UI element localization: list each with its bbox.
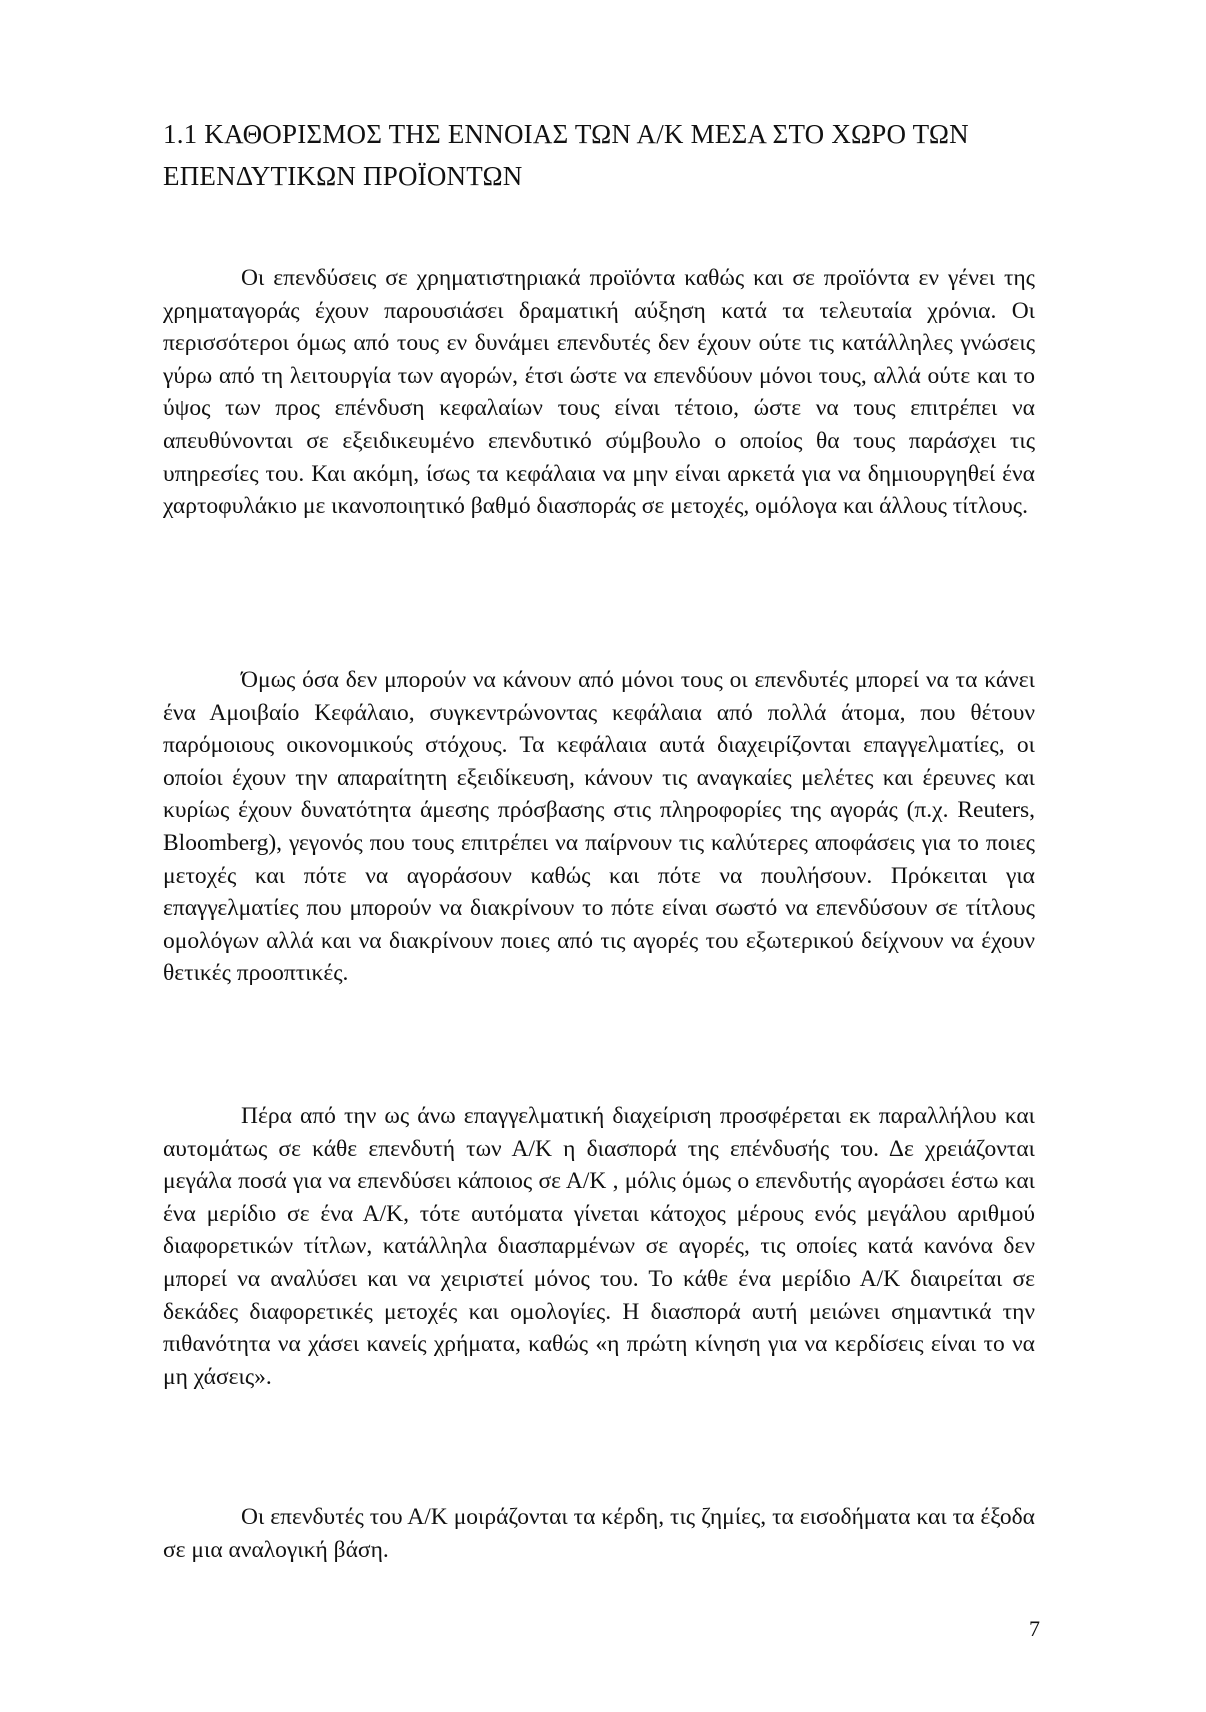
- paragraph-2: [163, 664, 1035, 990]
- paragraph-4: [163, 1501, 1035, 1566]
- section-heading: 1.1 ΚΑΘΟΡΙΣΜΟΣ ΤΗΣ ΕΝΝΟΙΑΣ ΤΩΝ Α/Κ ΜΕΣΑ ΣΤΟ ΧΩΡΟ ΤΩΝ ΕΠΕΝΔΥΤΙΚΩΝ ΠΡΟΪΟΝΤΩΝ: [163, 119, 969, 191]
- page-number: 7: [1029, 1616, 1040, 1641]
- paragraph-1-text: Οι επενδύσεις σε χρηματιστηριακά προϊόντα καθώς και σε προϊόντα εν γένει της χρηματαγοράς έχουν παρουσιάσει δραματική αύξηση κατά τα τελευταία χρόνια. Οι περισσότεροι όμως από τους εν δυνάμει επενδυτές δεν έχουν ούτε τις κατάλληλες γνώσεις γύρω από τη λειτουργία των αγορών, έτσι ώστε να επενδύουν μόνοι τους, αλλά ούτε και το ύψος των προς επένδυση κεφαλαίων τους είναι τέτοιο, ώστε να τους επιτρέπει να απευθύνονται σε εξειδικευμένο επενδυτικό σύμβουλο ο οποίος θα τους παράσχει τις υπηρεσίες του. Και ακόμη, ίσως τα κεφάλαια να μην είναι αρκετά για να δημιουργηθεί ένα χαρτοφυλάκιο με ικανοποιητικό βαθμό διασποράς σε μετοχές, ομόλογα και άλλους τίτλους.: [163, 265, 1035, 520]
- paragraph-1: [163, 262, 1035, 523]
- paragraph-2-text: Όμως όσα δεν μπορούν να κάνουν από μόνοι τους οι επενδυτές μπορεί να τα κάνει ένα Αμοιβαίο Κεφάλαιο, συγκεντρώνοντας κεφάλαια από πολλά άτομα, που θέτουν παρόμοιους οικονομικούς στόχους. Τα κεφάλαια αυτά διαχειρίζονται επαγγελματίες, οι οποίοι έχουν την απαραίτητη εξειδίκευση, κάνουν τις αναγκαίες μελέτες και έρευνες και κυρίως έχουν δυνατότητα άμεσης πρόσβασης στις πληροφορίες της αγοράς (π.χ. Reuters, Bloomberg), γεγονός που τους επιτρέπει να παίρνουν τις καλύτερες αποφάσεις για το ποιες μετοχές και πότε να αγοράσουν καθώς και πότε να πουλήσουν. Πρόκειται για επαγγελματίες που μπορούν να διακρίνουν το πότε είναι σωστό να επενδύσουν σε τίτλους ομολόγων αλλά και να διακρίνουν ποιες από τις αγορές του εξωτερικού δείχνουν να έχουν θετικές προοπτικές.: [163, 667, 1035, 987]
- paragraph-3: [163, 1100, 1035, 1393]
- paragraph-4-text: Οι επενδυτές του Α/Κ μοιράζονται τα κέρδη, τις ζημίες, τα εισοδήματα και τα έξοδα σε μια αναλογική βάση.: [163, 1504, 1035, 1563]
- paragraph-3-text: Πέρα από την ως άνω επαγγελματική διαχείριση προσφέρεται εκ παραλλήλου και αυτομάτως σε κάθε επενδυτή των Α/Κ η διασπορά της επένδυσής του. Δε χρειάζονται μεγάλα ποσά για να επενδύσει κάποιος σε Α/Κ , μόλις όμως ο επενδυτής αγοράσει έστω και ένα μερίδιο σε ένα Α/Κ, τότε αυτόματα γίνεται κάτοχος μέρους ενός μεγάλου αριθμού διαφορετικών τίτλων, κατάλληλα διασπαρμένων σε αγορές, τις οποίες κατά κανόνα δεν μπορεί να αναλύσει και να χειριστεί μόνος του. Το κάθε ένα μερίδιο Α/Κ διαιρείται σε δεκάδες διαφορετικές μετοχές και ομολογίες. Η διασπορά αυτή μειώνει σημαντικά την πιθανότητα να χάσει κανείς χρήματα, καθώς «η πρώτη κίνηση για να κερδίσεις είναι το να μη χάσεις».: [163, 1103, 1035, 1390]
